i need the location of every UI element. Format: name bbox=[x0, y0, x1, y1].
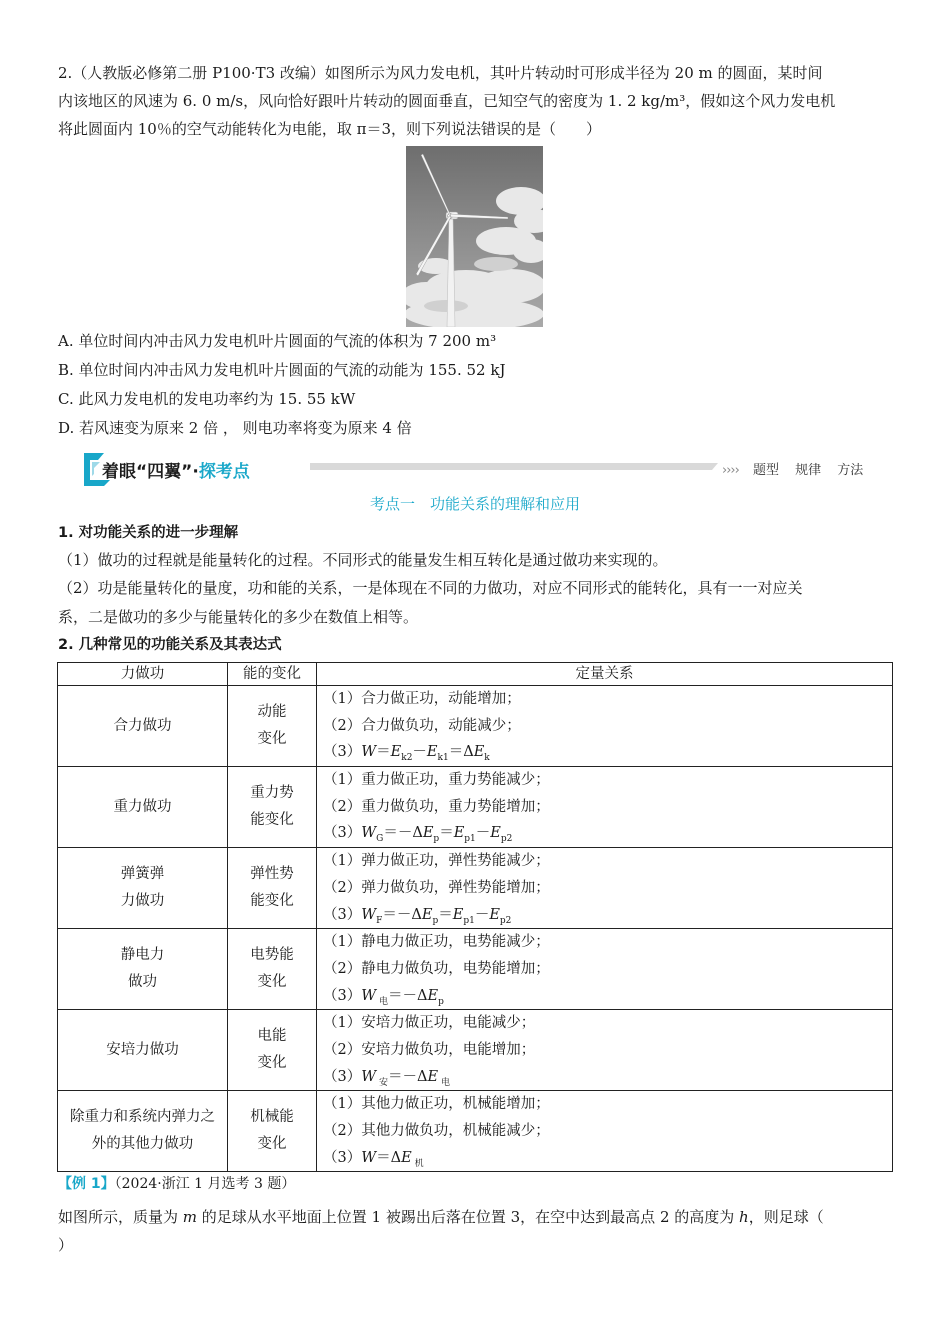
question-line-3: 将此圆面内 10％的空气动能转化为电能，取 π＝3，则下列说法错误的是（ ） bbox=[58, 120, 602, 138]
option-c: C. 此风力发电机的发电功率约为 15. 55 kW bbox=[58, 390, 356, 408]
banner-title: 着眼“四翼”·探考点 bbox=[102, 462, 250, 482]
section-title: 考点一 功能关系的理解和应用 bbox=[369, 495, 580, 513]
chevron-right-icon: ›››› bbox=[722, 463, 739, 478]
example-1-header bbox=[58, 1173, 295, 1195]
question-line-2: 内该地区的风速为 6. 0 m/s，风向恰好跟叶片转动的圆面垂直，已知空气的密度为 1. 2 kg/m³，假如这个风力发电机 bbox=[58, 92, 836, 110]
banner-tag: 方法 bbox=[837, 463, 864, 478]
force-work-cell: 弹簧弹 力做功 bbox=[58, 848, 228, 929]
point-1-paragraph-2a: （2）功是能量转化的量度，功和能的关系，一是体现在不同的力做功，对应不同形式的能转化，具有一一对应关 bbox=[58, 579, 803, 597]
header-energy-change: 能的变化 bbox=[228, 663, 317, 686]
banner-tag: 题型 bbox=[752, 463, 779, 478]
energy-change-cell: 机械能 变化 bbox=[228, 1091, 317, 1172]
energy-change-cell: 电能 变化 bbox=[228, 1010, 317, 1091]
energy-change-cell: 弹性势 能变化 bbox=[228, 848, 317, 929]
force-work-cell: 重力做功 bbox=[58, 767, 228, 848]
example-label: 【例 1】 bbox=[58, 1176, 115, 1192]
table-row bbox=[58, 767, 893, 848]
option-d: D. 若风速变为原来 2 倍 ， 则电功率将变为原来 4 倍 bbox=[58, 419, 412, 437]
point-2-heading: 2. 几种常见的功能关系及其表达式 bbox=[58, 637, 282, 653]
table-row bbox=[58, 1091, 893, 1172]
table-row bbox=[58, 929, 893, 1010]
banner-tags bbox=[722, 459, 863, 478]
quantitative-relation-cell: （1）静电力做正功，电势能减少； （2）静电力做负功，电势能增加； （3）W $_电=-\Delta E_p$ bbox=[317, 929, 893, 1010]
banner-tag: 规律 bbox=[795, 463, 822, 478]
point-1-paragraph-1: （1）做功的过程就是能量转化的过程。不同形式的能量发生相互转化是通过做功来实现的。 bbox=[58, 551, 668, 569]
table-row bbox=[58, 848, 893, 929]
wind-turbine-photo bbox=[406, 146, 543, 327]
quantitative-relation-cell: （1）重力做正功，重力势能减少； （2）重力做负功，重力势能增加； $(3)W_G=-\Delta E_p=E_{p1}-E_{p2}$ bbox=[317, 767, 893, 848]
banner-bar bbox=[310, 463, 710, 470]
force-work-cell: 除重力和系统内弹力之 外的其他力做功 bbox=[58, 1091, 228, 1172]
example-source: （2024·浙江 1 月选考 3 题） bbox=[114, 1176, 296, 1192]
table-row bbox=[58, 686, 893, 767]
quantitative-relation-cell: （1）弹力做正功，弹性势能减少； （2）弹力做负功，弹性势能增加； $(3)W_F=-\Delta E_p=E_{p1}-E_{p2}$ bbox=[317, 848, 893, 929]
table-header-row bbox=[58, 663, 893, 686]
energy-change-cell: 电势能 变化 bbox=[228, 929, 317, 1010]
quantitative-relation-cell: （1）安培力做正功，电能减少； （2）安培力做负功，电能增加； （3）W $_安$＝－ΔE $_电$ bbox=[317, 1010, 893, 1091]
quantitative-relation-cell: （1）合力做正功，动能增加； （2）合力做负功，动能减少； $(3)W=E_{k2}-E_{k1}=\Delta E_k$ bbox=[317, 686, 893, 767]
energy-change-cell: 动能 变化 bbox=[228, 686, 317, 767]
work-energy-table bbox=[57, 662, 893, 1172]
header-force-work: 力做功 bbox=[58, 663, 228, 686]
option-a: A. 单位时间内冲击风力发电机叶片圆面的气流的体积为 7 200 m³ bbox=[58, 332, 497, 350]
option-b: B. 单位时间内冲击风力发电机叶片圆面的气流的动能为 155. 52 kJ bbox=[58, 361, 506, 379]
example-1-text: 如图所示，质量为 m 的足球从水平地面上位置 1 被踢出后落在位置 3，在空中达到最高点 2 的高度为 h，则足球（ bbox=[58, 1208, 824, 1226]
example-1-text-end: ） bbox=[58, 1236, 74, 1254]
force-work-cell: 安培力做功 bbox=[58, 1010, 228, 1091]
point-1-paragraph-2b: 系，二是做功的多少与能量转化的多少在数值上相等。 bbox=[58, 608, 419, 626]
question-line-1: 2.（人教版必修第二册 P100·T3 改编）如图所示为风力发电机，其叶片转动时可形成半径为 20 m 的圆面，某时间 bbox=[58, 64, 823, 82]
point-1-heading: 1. 对功能关系的进一步理解 bbox=[58, 525, 239, 541]
quantitative-relation-cell: （1）其他力做正功，机械能增加； （2）其他力做负功，机械能减少； （3）W＝ΔE $_机$ bbox=[317, 1091, 893, 1172]
force-work-cell: 静电力 做功 bbox=[58, 929, 228, 1010]
energy-change-cell: 重力势 能变化 bbox=[228, 767, 317, 848]
header-quantitative: 定量关系 bbox=[317, 663, 893, 686]
table-row bbox=[58, 1010, 893, 1091]
force-work-cell: 合力做功 bbox=[58, 686, 228, 767]
